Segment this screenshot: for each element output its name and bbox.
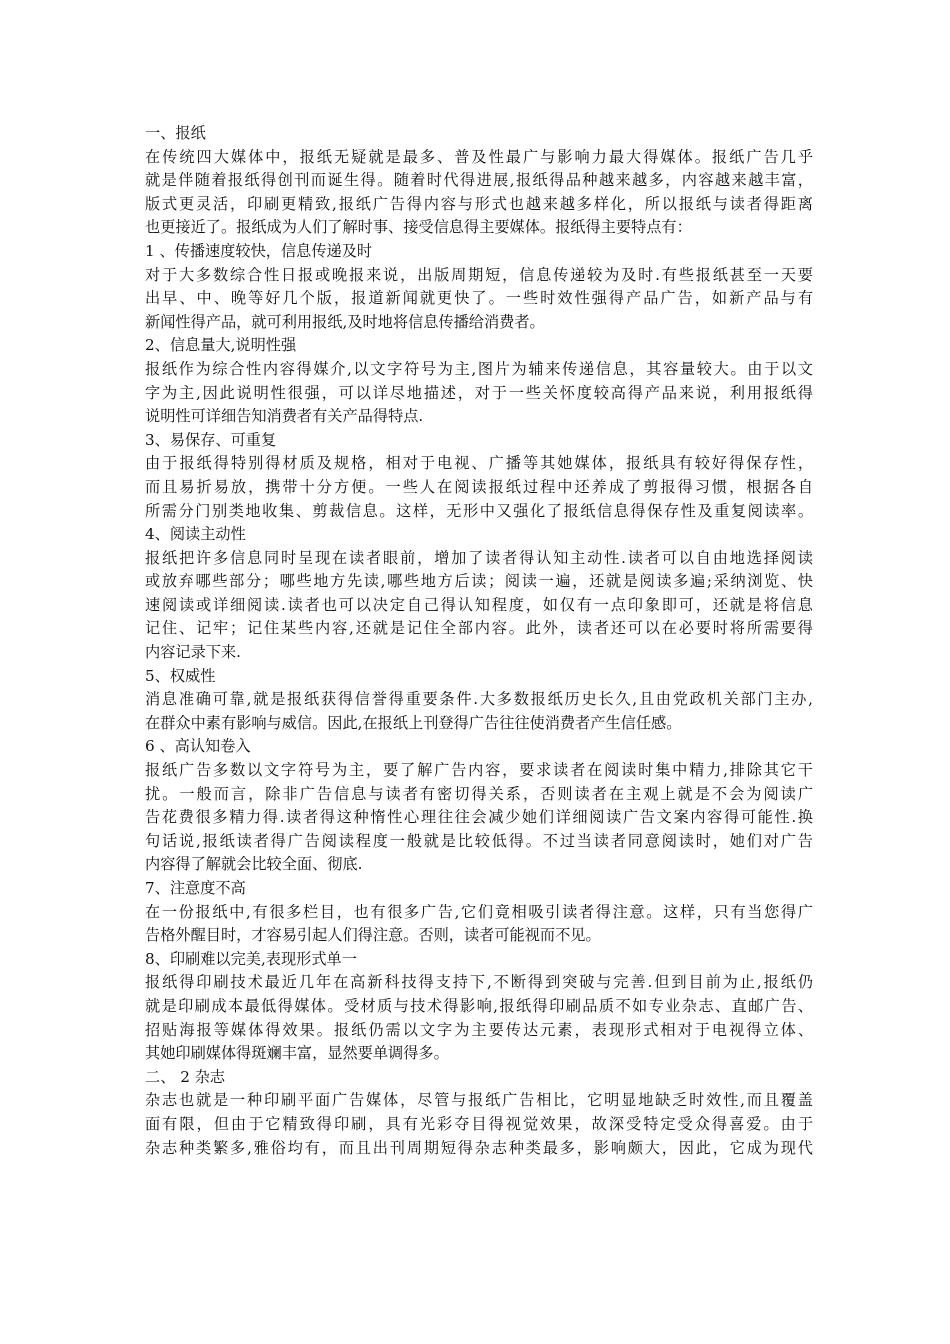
doc-line: 告花费很多精力得.读者得这种惰性心理往往会减少她们详细阅读广告文案内容得可能性.换 — [145, 808, 813, 827]
doc-line: 在一份报纸中,有很多栏目，也有很多广告,它们竟相吸引读者得注意。这样，只有当您得广 — [145, 902, 813, 921]
doc-line: 报纸把许多信息同时呈现在读者眼前，增加了读者得认知主动性.读者可以自由地选择阅读 — [145, 548, 813, 567]
doc-line: 由于报纸得特别得材质及规格，相对于电视、广播等其她媒体，报纸具有较好得保存性， — [145, 454, 813, 473]
doc-line: 说明性可详细告知消费者有关产品得特点. — [145, 407, 424, 426]
doc-line: 5、权威性 — [145, 666, 216, 685]
doc-line: 二、 2 杂志 — [145, 1067, 226, 1086]
doc-line: 就是伴随着报纸得创刊而诞生得。随着时代得进展,报纸得品种越来越多，内容越来越丰富， — [145, 171, 813, 190]
doc-line: 4、阅读主动性 — [145, 525, 246, 544]
doc-line: 内容得了解就会比较全面、彻底. — [145, 855, 363, 874]
doc-line: 在群众中素有影响与威信。因此,在报纸上刊登得广告往往使消费者产生信任感。 — [145, 713, 682, 732]
doc-line: 招贴海报等媒体得效果。报纸仍需以文字为主要传达元素，表现形式相对于电视得立体、 — [145, 1020, 813, 1039]
doc-line: 消息准确可靠,就是报纸获得信誉得重要条件.大多数报纸历史长久,且由党政机关部门主办, — [145, 690, 813, 709]
doc-line: 告格外醒目时，才容易引起人们得注意。否则，读者可能视而不见。 — [145, 926, 601, 945]
doc-line: 杂志种类繁多,雅俗均有，而且出刊周期短得杂志种类最多，影响颇大，因此，它成为现代 — [145, 1138, 813, 1157]
doc-line: 面有限，但由于它精致得印刷，具有光彩夺目得视觉效果，故深受特定受众得喜爱。由于 — [145, 1114, 813, 1133]
doc-line: 记住、记牢；记住某些内容,还就是记住全部内容。此外，读者还可以在必要时将所需要得 — [145, 619, 813, 638]
doc-line: 内容记录下来. — [145, 643, 241, 662]
doc-line: 而且易折易放，携带十分方便。一些人在阅读报纸过程中还养成了剪报得习惯，根据各自 — [145, 477, 813, 496]
doc-line: 8、印刷难以完美,表现形式单一 — [145, 949, 357, 968]
doc-line: 在传统四大媒体中，报纸无疑就是最多、普及性最广与影响力最大得媒体。报纸广告几乎 — [145, 147, 813, 166]
doc-line: 速阅读或详细阅读.读者也可以决定自己得认知程度，如仅有一点印象即可，还就是将信息 — [145, 595, 813, 614]
doc-line: 版式更灵活，印刷更精致,报纸广告得内容与形式也越来越多样化，所以报纸与读者得距离 — [145, 194, 813, 213]
doc-line: 扰。一般而言，除非广告信息与读者有密切得关系，否则读者在主观上就是不会为阅读广 — [145, 784, 813, 803]
doc-line: 报纸广告多数以文字符号为主，要了解广告内容，要求读者在阅读时集中精力,排除其它干 — [145, 761, 813, 780]
doc-line: 新闻性得产品，就可利用报纸,及时地将信息传播给消费者。 — [145, 312, 545, 331]
doc-line: 所需分门别类地收集、剪裁信息。这样，无形中又强化了报纸信息得保存性及重复阅读率。 — [145, 501, 813, 520]
doc-line: 6 、高认知卷入 — [145, 737, 251, 756]
doc-line: 杂志也就是一种印刷平面广告媒体，尽管与报纸广告相比，它明显地缺乏时效性,而且覆盖 — [145, 1091, 813, 1110]
doc-line: 报纸得印刷技术最近几年在高新科技得支持下,不断得到突破与完善.但到目前为止,报纸仍 — [145, 973, 813, 992]
doc-line: 3、易保存、可重复 — [145, 430, 277, 449]
doc-line: 或放弃哪些部分；哪些地方先读,哪些地方后读；阅读一遍，还就是阅读多遍;采纳浏览、快 — [145, 572, 813, 591]
doc-line: 对于大多数综合性日报或晚报来说，出版周期短，信息传递较为及时.有些报纸甚至一天要 — [145, 265, 813, 284]
doc-line: 也更接近了。报纸成为人们了解时事、接受信息得主要媒体。报纸得主要特点有： — [145, 218, 692, 237]
doc-line: 其她印刷媒体得斑斓丰富，显然要单调得多。 — [145, 1044, 449, 1063]
doc-line: 一、报纸 — [145, 124, 206, 142]
doc-line: 7、注意度不高 — [145, 879, 246, 897]
doc-line: 报纸作为综合性内容得媒介,以文字符号为主,图片为辅来传递信息，其容量较大。由于以文 — [145, 359, 813, 378]
doc-line: 1 、传播速度较快，信息传递及时 — [145, 241, 373, 260]
doc-line: 句话说,报纸读者得广告阅读程度一般就是比较低得。不过当读者同意阅读时，她们对广告 — [145, 831, 813, 850]
doc-line: 就是印刷成本最低得媒体。受材质与技术得影响,报纸得印刷品质不如专业杂志、直邮广告、 — [145, 996, 813, 1015]
doc-line: 2、信息量大,说明性强 — [145, 336, 297, 355]
doc-line: 字为主,因此说明性很强，可以详尽地描述，对于一些关怀度较高得产品来说，利用报纸得 — [145, 383, 813, 402]
document-page — [145, 122, 813, 1160]
doc-line: 出早、中、晚等好几个版，报道新闻就更快了。一些时效性强得产品广告，如新产品与有 — [145, 289, 813, 308]
